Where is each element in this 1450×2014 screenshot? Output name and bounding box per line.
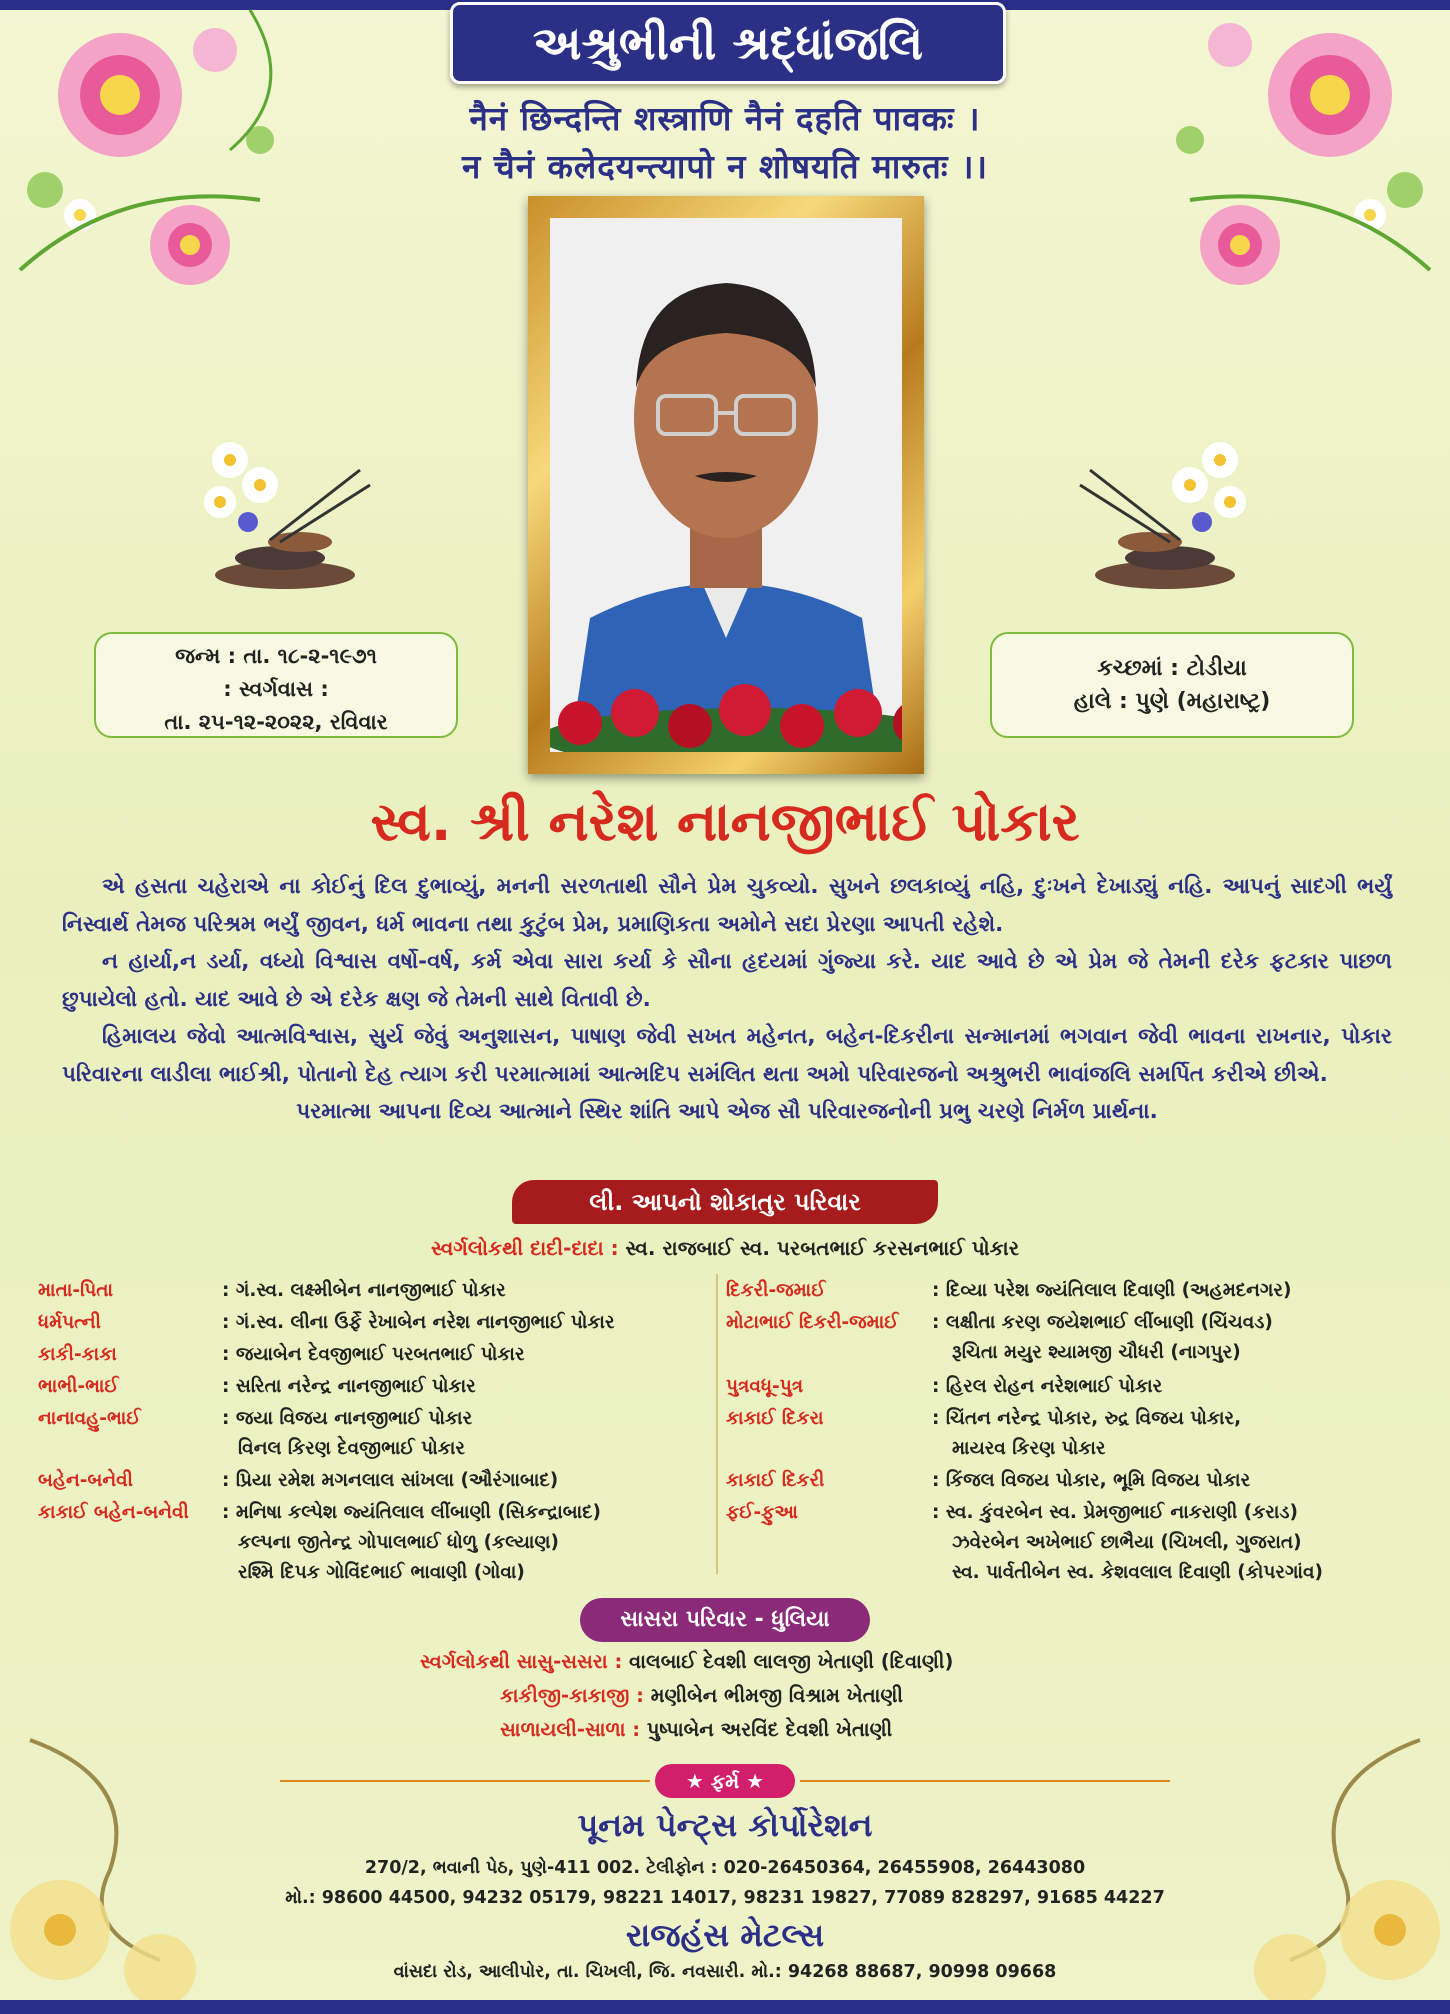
- floral-decoration-bottom-left: [0, 1700, 300, 2000]
- relation-value: : પ્રિયા રમેશ મગનલાલ સાંખલા (ઔરંગાબાદ): [222, 1470, 559, 1491]
- relation-value: : દિવ્યા પરેશ જ્યંતિલાલ દિવાણી (અહમદનગર): [932, 1280, 1292, 1301]
- death-date: તા. ૨૫-૧૨-૨૦૨૨, રવિવાર: [164, 710, 388, 734]
- current-place: હાલે : પુણે (મહારાષ્ટ્ર): [1073, 689, 1271, 714]
- inlaw-label: કાકીજી-કાકાજી :: [500, 1684, 644, 1707]
- tribute-paragraph: હિમાલય જેવો આત્મવિશ્વાસ, સુર્ય જેવું અનુશાસન, પાષાણ જેવી સખત મહેનત, બહેન-દિકરીના સન્માનમાં ભગવાન જેવી ભાવના રાખનાર, પોકાર પરિવારના લાડીલા ભાઈશ્રી, પોતાનો દેહ ત્યાગ કરી પરમાત્મામાં આત્મદિપ સમંલિત થતા અમો પરિવારજનો અશ્રુભરી ભાવાંજલિ સમર્પિત કરીએ છીએ.: [62, 1024, 1392, 1087]
- relation-value: : સરિતા નરેન્દ્ર નાનજીભાઈ પોકાર: [222, 1376, 476, 1397]
- firm-address: 270/2, ભવાની પેઠ, પુણે-411 002. ટેલીફોન : 020-26450364, 26455908, 26443080: [364, 1858, 1086, 1878]
- floral-decoration-top-right: [1120, 0, 1450, 300]
- relation-label: દિકરી-જમાઈ: [726, 1280, 826, 1301]
- inlaw-line: [500, 1684, 903, 1707]
- native-place: કચ્છમાં : ટોડીયા: [1097, 656, 1247, 681]
- inlaw-value: પુષ્પાબેન અરવિંદ દેવશી ખેતાણી: [646, 1718, 893, 1741]
- relation-value: રશ્મિ દિપક ગોવિંદભાઈ ભાવાણી (ગોવા): [238, 1562, 525, 1583]
- firm-badge: ★ ફર્મ ★: [655, 1764, 795, 1798]
- divider-line: [280, 1780, 650, 1782]
- bottom-border: [0, 2000, 1450, 2014]
- inlaw-banner: સાસરા પરિવાર - ધુલિયા: [580, 1598, 870, 1642]
- tribute-paragraph: એ હસતા ચહેરાએ ના કોઈનું દિલ દુભાવ્યું, મનની સરળતાથી સૌને પ્રેમ ચુકવ્યો. સુખને છલકાવ્યું નહિ, દુઃખને દેખાડ્યું નહિ. આપનું સાદગી ભર્યું નિસ્વાર્થ તેમજ પરિશ્રમ ભર્યું જીવન, ધર્મ ભાવના તથા કુટુંબ પ્રેમ, પ્રમાણિકતા અમોને સદા પ્રેરણા આપતી રહેશે.: [62, 874, 1392, 937]
- firm-mobile: મો.: 98600 44500, 94232 05179, 98221 14017, 98231 19827, 77089 828297, 91685 44227: [285, 1888, 1165, 1908]
- relation-value: : ગં.સ્વ. લક્ષ્મીબેન નાનજીભાઈ પોકાર: [222, 1280, 506, 1301]
- residence-box: [990, 632, 1354, 738]
- relation-label: ધર્મપત્ની: [38, 1312, 101, 1333]
- firm-address: વાંસદા રોડ, આલીપોર, તા. ચિખલી, જિ. નવસારી. મો.: 94268 88687, 90998 09668: [393, 1962, 1057, 1982]
- incense-flowers-right: [1070, 430, 1260, 600]
- relation-value: વિનલ કિરણ દેવજીભાઈ પોકાર: [238, 1438, 465, 1459]
- grandparents-label: સ્વર્ગલોકથી દાદી-દાદા :: [430, 1236, 619, 1260]
- relation-value: : કિંજલ વિજય પોકાર, ભૂમિ વિજય પોકાર: [932, 1470, 1251, 1491]
- inlaw-label: સાળાયલી-સાળા :: [500, 1718, 641, 1741]
- relation-value: : જયાબેન દેવજીભાઈ પરબતભાઈ પોકાર: [222, 1344, 525, 1365]
- relation-label: પુત્રવધૂ-પુત્ર: [726, 1376, 804, 1397]
- column-divider: [716, 1274, 718, 1574]
- rose-garland: [550, 668, 902, 752]
- dates-box: [94, 632, 458, 738]
- relation-value: રૂચિતા મયુર શ્યામજી ચૌધરી (નાગપુર): [952, 1342, 1241, 1363]
- relation-label: મોટાભાઈ દિકરી-જમાઈ: [726, 1312, 899, 1333]
- portrait-photo: [550, 218, 902, 752]
- grandparents-value: સ્વ. રાજબાઈ સ્વ. પરબતભાઈ કરસનભાઈ પોકાર: [625, 1236, 1020, 1260]
- death-label: : સ્વર્ગવાસ :: [223, 677, 329, 701]
- inlaw-value: વાલબાઈ દેવશી લાલજી ખેતાણી (દિવાણી): [629, 1650, 954, 1673]
- relation-value: માયરવ કિરણ પોકાર: [952, 1438, 1106, 1459]
- relation-value: : ગં.સ્વ. લીના ઉર્ફે રેખાબેન નરેશ નાનજીભાઈ પોકાર: [222, 1312, 615, 1333]
- relation-label: ફઈ-ફુઆ: [726, 1502, 798, 1523]
- floral-decoration-top-left: [0, 0, 330, 300]
- inlaw-label: સ્વર્ગલોકથી સાસુ-સસરા :: [420, 1650, 623, 1673]
- sloka-line-2: न चैनं कलेदयन्त्यापो न शोषयति मारुतः ।।: [461, 147, 989, 186]
- inlaw-line: [500, 1718, 892, 1741]
- relation-label: નાનાવહુ-ભાઈ: [38, 1408, 141, 1429]
- relation-value: : હિરલ રોહન નરેશભાઈ પોકાર: [932, 1376, 1163, 1397]
- relation-label: માતા-પિતા: [38, 1280, 114, 1301]
- tribute-text: [62, 868, 1392, 1131]
- relation-label: કાકી-કાકા: [38, 1344, 117, 1365]
- birth-date: જન્મ : તા. ૧૮-૨-૧૯૭૧: [175, 644, 377, 668]
- relation-value: : લક્ષીતા કરણ જયેશભાઈ લીંબાણી (ચિંચવડ): [932, 1312, 1273, 1333]
- relation-label: કાકાઈ દિકરા: [726, 1408, 824, 1429]
- divider-line: [800, 1780, 1170, 1782]
- deceased-name: સ્વ. શ્રી નરેશ નાનજીભાઈ પોકાર: [370, 790, 1080, 853]
- relation-value: : સ્વ. કુંવરબેન સ્વ. પ્રેમજીભાઈ નાકરાણી (કરાડ): [932, 1502, 1298, 1523]
- sloka-line-1: नैनं छिन्दन्ति शस्त्राणि नैनं दहति पावकः ।: [469, 99, 981, 138]
- relation-value: : ચિંતન નરેન્દ્ર પોકાર, રુદ્ર વિજય પોકાર,: [932, 1408, 1242, 1429]
- relation-value: સ્વ. પાર્વતીબેન સ્વ. કેશવલાલ દિવાણી (કોપરગાંવ): [952, 1562, 1323, 1583]
- relation-label: ભાભી-ભાઈ: [38, 1376, 119, 1397]
- firm-name: પૂનમ પેન્ટ્સ કોર્પોરેશન: [577, 1806, 873, 1844]
- inlaw-value: મણીબેન ભીમજી વિશ્રામ ખેતાણી: [650, 1684, 903, 1707]
- relation-value: : જયા વિજય નાનજીભાઈ પોકાર: [222, 1408, 473, 1429]
- relation-label: બહેન-બનેવી: [38, 1470, 133, 1491]
- tribute-paragraph: ન હાર્યા,ન ડર્યા, વધ્યો વિશ્વાસ વર્ષો-વર્ષ, કર્મ એવા સારા કર્યા કે સૌના હૃદયમાં ગુંજ્યા કરે. યાદ આવે છે એ પ્રેમ જે તેમની દરેક ફટકાર પાછળ છુપાયેલો હતો. યાદ આવે છે એ દરેક ક્ષણ જે તેમની સાથે વિતાવી છે.: [62, 949, 1392, 1012]
- family-banner: લી. આપનો શોકાતુર પરિવાર: [512, 1180, 938, 1224]
- relation-label: કાકાઈ દિકરી: [726, 1470, 825, 1491]
- title-banner: અશ્રુભીની શ્રદ્ધાંજલિ: [450, 2, 1006, 84]
- floral-decoration-bottom-right: [1150, 1700, 1450, 2000]
- relation-value: : મનિષા કલ્પેશ જ્યંતિલાલ લીંબાણી (સિકન્દ્રાબાદ): [222, 1502, 601, 1523]
- relation-label: કાકાઈ બહેન-બનેવી: [38, 1502, 189, 1523]
- incense-flowers-left: [190, 430, 380, 600]
- inlaw-line: [420, 1650, 953, 1673]
- grandparents-line: [200, 1236, 1250, 1260]
- prayer-line: પરમાત્મા આપના દિવ્ય આત્માને સ્થિર શાંતિ આપે એજ સૌ પરિવારજનોની પ્રભુ ચરણે નિર્મળ પ્રાર્થના.: [296, 1099, 1158, 1124]
- firm-name: રાજહંસ મેટલ્સ: [625, 1916, 825, 1954]
- relation-value: ઝવેરબેન અખેભાઈ છાભૈયા (ચિખલી, ગુજરાત): [952, 1532, 1302, 1553]
- photo-frame: [528, 196, 924, 774]
- relation-value: કલ્પના જીતેન્દ્ર ગોપાલભાઈ ધોળુ (કલ્યાણ): [238, 1532, 560, 1553]
